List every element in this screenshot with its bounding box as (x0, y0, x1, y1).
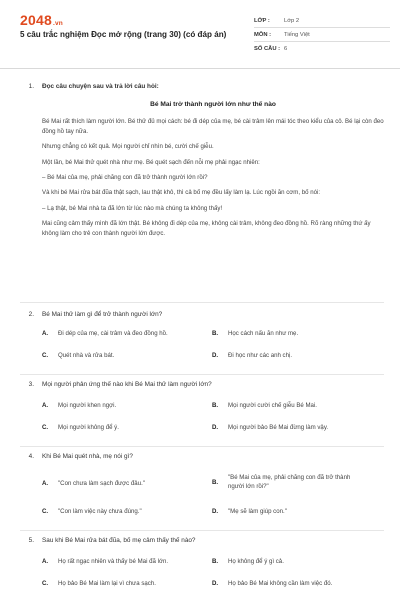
option-b[interactable]: B. Học cách nấu ăn như mẹ. (212, 330, 299, 337)
divider (20, 302, 384, 303)
story-paragraph: Nhưng chẳng có kết quả. Mọi người chỉ nhìn bé, cười chế giễu. (42, 143, 214, 151)
document-title: 5 câu trắc nghiệm Đọc mở rộng (trang 30) (có đáp án) (20, 30, 227, 39)
option-a[interactable]: A. "Con chưa làm sạch được đâu." (42, 480, 145, 487)
story-paragraph: – Lạ thật, bé Mai nhà ta đã lớn từ lúc nào mà chúng ta không thấy! (42, 204, 223, 212)
meta-key: SỐ CÂU : (254, 45, 281, 52)
meta-table (254, 14, 390, 55)
divider (20, 374, 384, 375)
question-text: Mọi người phản ứng thế nào khi Bé Mai thử làm người lớn? (42, 381, 212, 388)
meta-row-class (254, 14, 390, 28)
story-title: Bé Mai trở thành người lớn như thế nào (150, 101, 276, 108)
option-c[interactable]: C. Quét nhà và rửa bát. (42, 352, 115, 359)
question-number: 5. (28, 537, 34, 544)
option-b[interactable]: B. Mọi người cười chế giễu Bé Mai. (212, 402, 317, 409)
meta-value: Lớp 2 (284, 17, 300, 24)
question-number: 4. (28, 453, 34, 460)
meta-key: MÔN : (254, 31, 272, 38)
option-c[interactable]: C. Họ bảo Bé Mai làm lại vì chưa sạch. (42, 580, 156, 587)
option-c[interactable]: C. "Con làm việc này chưa đúng." (42, 508, 142, 515)
meta-value: Tiếng Việt (284, 31, 310, 38)
option-d[interactable]: D. Mọi người bảo Bé Mai đừng làm vậy. (212, 424, 329, 431)
question-text: Bé Mai thử làm gì để trở thành người lớn? (42, 311, 163, 318)
option-a[interactable]: A. Mọi người khen ngợi. (42, 402, 117, 409)
question-text: Khi Bé Mai quét nhà, mẹ nói gì? (42, 453, 133, 460)
question-5 (20, 536, 384, 545)
meta-value: 6 (284, 45, 288, 52)
option-a[interactable]: A. Họ rất ngạc nhiên và thấy bé Mai đã lớn. (42, 558, 169, 565)
question-4 (20, 452, 384, 461)
option-a[interactable]: A. Đi dép của mẹ, cài trâm và đeo đồng hồ. (42, 330, 168, 337)
option-d[interactable]: D. Đi học như các anh chị. (212, 352, 293, 359)
story-paragraph: Và khi bé Mai rửa bát đũa thật sạch, lau thật khô, thì cả bố mẹ đều lấy làm lạ. Lúc ngồi ăn cơm, bố nói: (42, 189, 321, 197)
story-paragraph: – Bé Mai của mẹ, phải chăng con đã trở thành người lớn rồi? (42, 173, 208, 181)
option-b[interactable]: B. "Bé Mai của mẹ, phải chăng con đã trở thành người lớn rồi?" (212, 474, 351, 490)
meta-row-subject (254, 28, 390, 42)
story-paragraph: Mai cũng cảm thấy mình đã lớn thật. Bé không đi dép của mẹ, không cài trâm, không đeo đồng hồ. Rõ ràng những thứ ấy không làm cho trẻ con thành người lớn được. (42, 220, 371, 237)
option-d[interactable]: D. Họ bảo Bé Mai không cần làm việc đó. (212, 580, 333, 587)
meta-key: LỚP : (254, 17, 270, 24)
question-2 (20, 310, 384, 319)
question-number: 3. (28, 381, 34, 388)
site-logo[interactable]: 2048.vn (20, 12, 63, 28)
story-paragraph: Bé Mai rất thích làm người lớn. Bé thử đủ mọi cách: bé đi dép của mẹ, bé cài trâm lên mái tóc theo kiểu của cô. Bé lại còn đeo đồng hồ tay nữa. (42, 118, 384, 135)
question-1 (20, 82, 384, 91)
question-number: 2. (28, 311, 34, 318)
option-b[interactable]: B. Họ không để ý gì cả. (212, 558, 284, 565)
story-paragraph: Một lần, bé Mai thử quét nhà như mẹ. Bé quét sạch đến nỗi mẹ phải ngạc nhiên: (42, 158, 260, 166)
page-header (0, 0, 400, 69)
question-prompt: Đọc câu chuyện sau và trả lời câu hỏi: (42, 83, 159, 90)
question-number: 1. (28, 83, 34, 90)
story-passage (42, 100, 384, 244)
meta-row-count (254, 42, 390, 55)
option-c[interactable]: C. Mọi người không để ý. (42, 424, 119, 431)
question-3 (20, 380, 384, 389)
option-d[interactable]: D. "Mẹ sẽ làm giúp con." (212, 508, 287, 515)
divider (20, 530, 384, 531)
question-text: Sau khi Bé Mai rửa bát đũa, bố mẹ cảm thấy thế nào? (42, 537, 196, 544)
divider (20, 446, 384, 447)
